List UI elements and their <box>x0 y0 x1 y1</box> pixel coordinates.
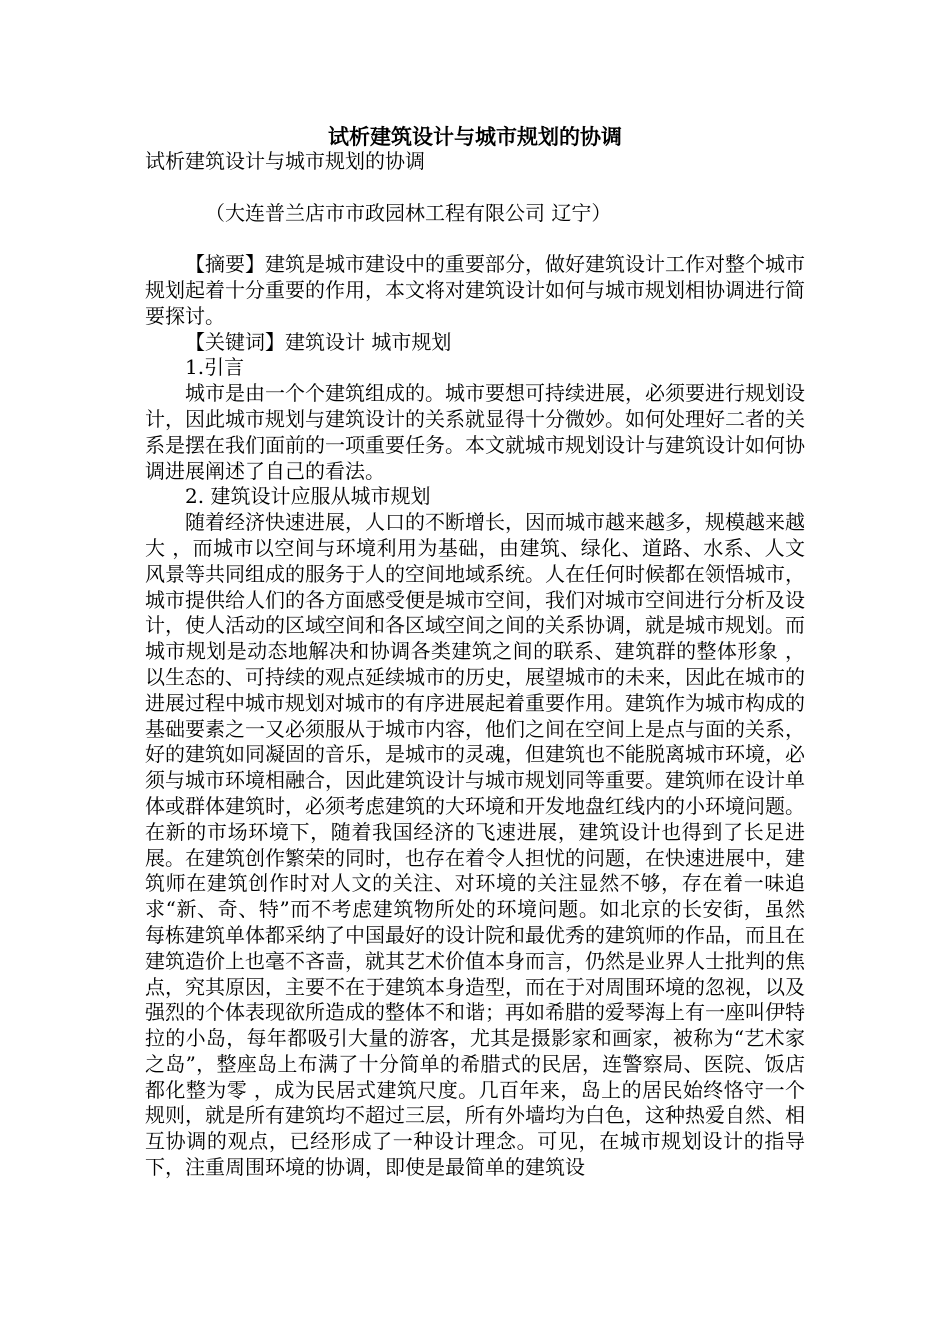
introduction-paragraph: 城市是由一个个建筑组成的。城市要想可持续进展，必须要进行规划设计，因此城市规划与建筑设计的关系就显得十分微妙。如何处理好二者的关系是摆在我们面前的一项重要任务。本文就城市规划设计与建筑设计如何协调进展阐述了自己的看法。 <box>145 381 805 483</box>
document-title: 试析建筑设计与城市规划的协调 <box>328 124 622 149</box>
abstract-paragraph: 【摘要】建筑是城市建设中的重要部分，做好建筑设计工作对整个城市规划起着十分重要的作用，本文将对建筑设计如何与城市规划相协调进行简要探讨。 <box>145 252 805 328</box>
document-subtitle: 试析建筑设计与城市规划的协调 <box>145 149 425 173</box>
author-affiliation: （大连普兰店市市政园林工程有限公司 辽宁） <box>205 200 612 225</box>
section-heading-introduction: 1.引言 <box>185 355 245 380</box>
design-follows-planning-paragraph: 随着经济快速进展，人口的不断增长，因而城市越来越多，规模越来越大 ，而城市以空间与环境利用为基础，由建筑、绿化、道路、水系、人文风景等共同组成的服务于人的空间地域系统。人在任何时候都在领悟城市，城市提供给人们的各方面感受便是城市空间，我们对城市空间进行分析及设计，使人活动的区域空间和各区域空间之间的关系协调，就是城市规划。而城市规划是动态地解决和协调各类建筑之间的联系、建筑群的整体形象 ，以生态的、可持续的观点延续城市的历史，展望城市的未来，因此在城市的进展过程中城市规划对城市的有序进展起着重要作用。建筑作为城市构成的基础要素之一又必须服从于城市内容，他们之间在空间上是点与面的关系，好的建筑如同凝固的音乐，是城市的灵魂，但建筑也不能脱离城市环境，必须与城市环境相融合，因此建筑设计与城市规划同等重要。建筑师在设计单体或群体建筑时，必须考虑建筑的大环境和开发地盘红线内的小环境问题。在新的市场环境下，随着我国经济的飞速进展，建筑设计也得到了长足进展。在建筑创作繁荣的同时，也存在着令人担忧的问题，在快速进展中，建筑师在建筑创作时对人文的关注、对环境的关注显然不够，存在着一味追求“新、奇、特”而不考虑建筑物所处的环境问题。如北京的长安街，虽然每栋建筑单体都采纳了中国最好的设计院和最优秀的建筑师的作品，而且在建筑造价上也毫不吝啬，就其艺术价值本身而言，仍然是业界人士批判的焦点，究其原因，主要不在于建筑本身造型，而在于对周围环境的忽视，以及强烈的个体表现欲所造成的整体不和谐；再如希腊的爱琴海上有一座叫伊特拉的小岛，每年都吸引大量的游客，尤其是摄影家和画家，被称为“艺术家之岛”，整座岛上布满了十分简单的希腊式的民居，连警察局、医院、饭店都化整为零 ，成为民居式建筑尺度。几百年来，岛上的居民始终恪守一个规则，就是所有建筑均不超过三层，所有外墙均为白色，这种热爱自然、相互协调的观点，已经形成了一种设计理念。可见，在城市规划设计的指导下，注重周围环境的协调，即使是最简单的建筑设 <box>145 510 805 1180</box>
keywords-paragraph: 【关键词】建筑设计 城市规划 <box>185 329 452 354</box>
document-body <box>145 149 805 1181</box>
section-heading-design-follows-planning: 2. 建筑设计应服从城市规划 <box>185 484 431 509</box>
